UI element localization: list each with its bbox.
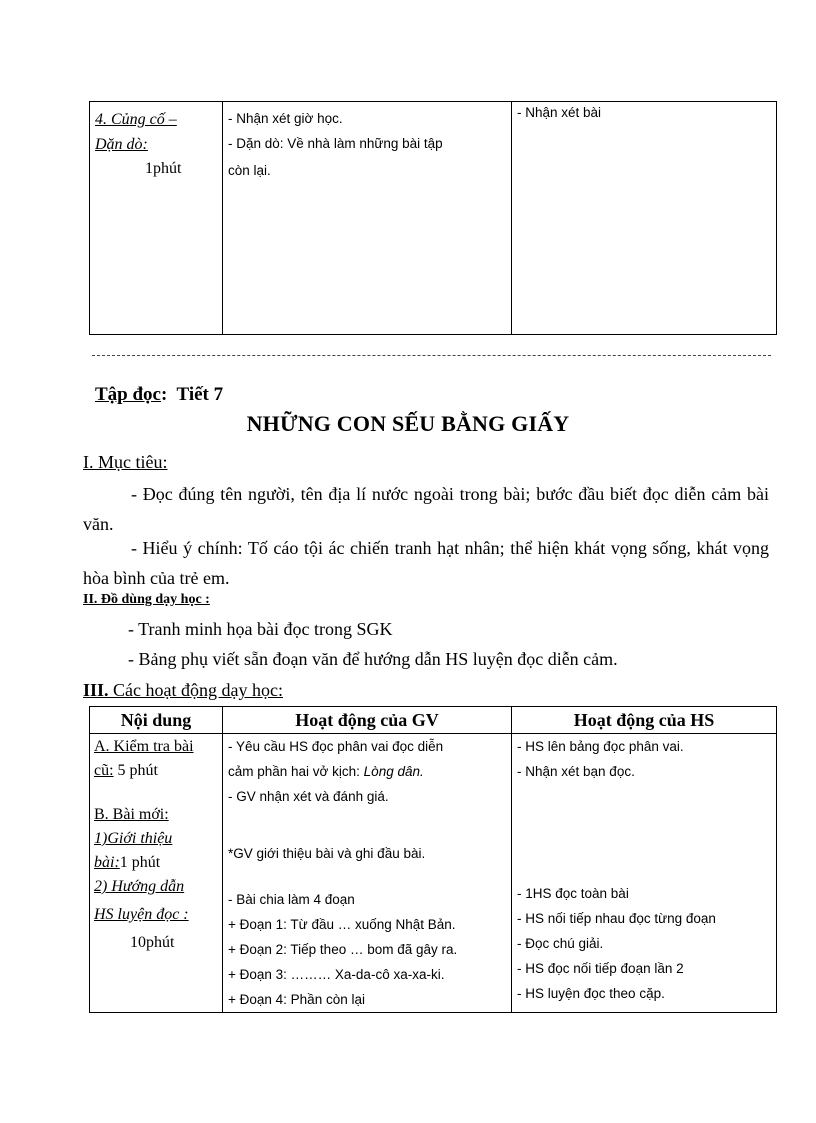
section-b2-time: 10phút (130, 934, 175, 951)
section-b-label: B. Bài mới: (94, 806, 169, 823)
column-header-content: Nội dung (90, 707, 223, 734)
materials-heading: II. Đồ dùng dạy học : (83, 592, 210, 607)
material-item: - Tranh minh họa bài đọc trong SGK (128, 619, 393, 639)
teacher-line: - Bài chia làm 4 đoạn (228, 892, 355, 907)
column-header-teacher: Hoạt động của GV (223, 707, 512, 734)
student-line: - HS nối tiếp nhau đọc từng đoạn (517, 911, 716, 926)
student-line: - Đọc chú giải. (517, 936, 604, 951)
student-line: - HS luyện đọc theo cặp. (517, 986, 665, 1001)
teacher-line: + Đoạn 4: Phần còn lại (228, 992, 365, 1007)
section-a-time: 5 phút (113, 762, 158, 779)
objective-item: - Hiểu ý chính: Tố cáo tội ác chiến tranh hạt nhân; thể hiện khát vọng sống, khát vọng hòa bình của trẻ em. (83, 538, 769, 588)
teacher-line: + Đoạn 1: Từ đầu … xuống Nhật Bản. (228, 917, 456, 932)
section-b1-label: 1)Giới thiệu (94, 830, 173, 847)
section-b2-label: 2) Hướng dẫn (94, 878, 185, 895)
student-line: - 1HS đọc toàn bài (517, 886, 629, 901)
material-item: - Bảng phụ viết sẵn đoạn văn để hướng dẫn HS luyện đọc diễn cảm. (128, 649, 618, 669)
lesson-subject: Tập đọc (95, 384, 161, 405)
teacher-line: + Đoạn 2: Tiếp theo … bom đã gây ra. (228, 942, 458, 957)
teacher-line: + Đoạn 3: ……… Xa-da-cô xa-xa-ki. (228, 967, 445, 982)
student-line: - HS đọc nối tiếp đoạn lần 2 (517, 961, 684, 976)
column-header-student: Hoạt động của HS (512, 707, 777, 734)
teacher-line: *GV giới thiệu bài và ghi đầu bài. (228, 846, 426, 861)
page-title: NHỮNG CON SẾU BẰNG GIẤY (246, 411, 570, 436)
section-b1-time: 1 phút (119, 854, 161, 871)
closing-duration: 1phút (145, 160, 182, 177)
closing-student-cell (512, 102, 777, 335)
section-a-label-2: cũ: (94, 762, 114, 779)
lesson-period: Tiết 7 (176, 384, 224, 405)
student-line: - Nhận xét bạn đọc. (517, 764, 635, 779)
closing-student-line: - Nhận xét bài (517, 105, 602, 120)
closing-section-label: 4. Củng cố – (95, 111, 177, 128)
section-divider (92, 355, 771, 356)
lesson-colon: : (161, 384, 168, 405)
closing-teacher-line: - Nhận xét giờ học. (228, 111, 343, 126)
content-column (90, 734, 223, 1013)
activities-table (89, 706, 777, 1013)
section-b2-label-2: HS luyện đọc : (94, 906, 189, 923)
student-column (512, 734, 777, 1013)
activities-heading: III. Các hoạt động dạy học: (83, 680, 283, 700)
closing-content-cell (90, 102, 223, 335)
teacher-line: cảm phần hai vở kịch: Lòng dân. (228, 764, 424, 779)
teacher-line: - Yêu cầu HS đọc phân vai đọc diễn (228, 739, 444, 754)
section-a-label: A. Kiểm tra bài (94, 738, 194, 755)
teacher-column (223, 734, 512, 1013)
lesson-heading (95, 384, 223, 406)
teacher-line: - GV nhận xét và đánh giá. (228, 789, 389, 804)
closing-section-label-2: Dặn dò: (95, 136, 148, 153)
section-b1-label-2: bài: (94, 854, 120, 871)
closing-teacher-line: còn lại. (228, 163, 271, 178)
objective-item: - Đọc đúng tên người, tên địa lí nước ngoài trong bài; bước đầu biết đọc diễn cảm bài văn. (83, 484, 769, 534)
closing-activities-table (89, 101, 777, 335)
closing-teacher-cell (223, 102, 512, 335)
student-line: - HS lên bảng đọc phân vai. (517, 739, 684, 754)
objectives-heading: I. Mục tiêu: (83, 452, 168, 472)
closing-teacher-line: - Dặn dò: Về nhà làm những bài tập (228, 136, 443, 151)
